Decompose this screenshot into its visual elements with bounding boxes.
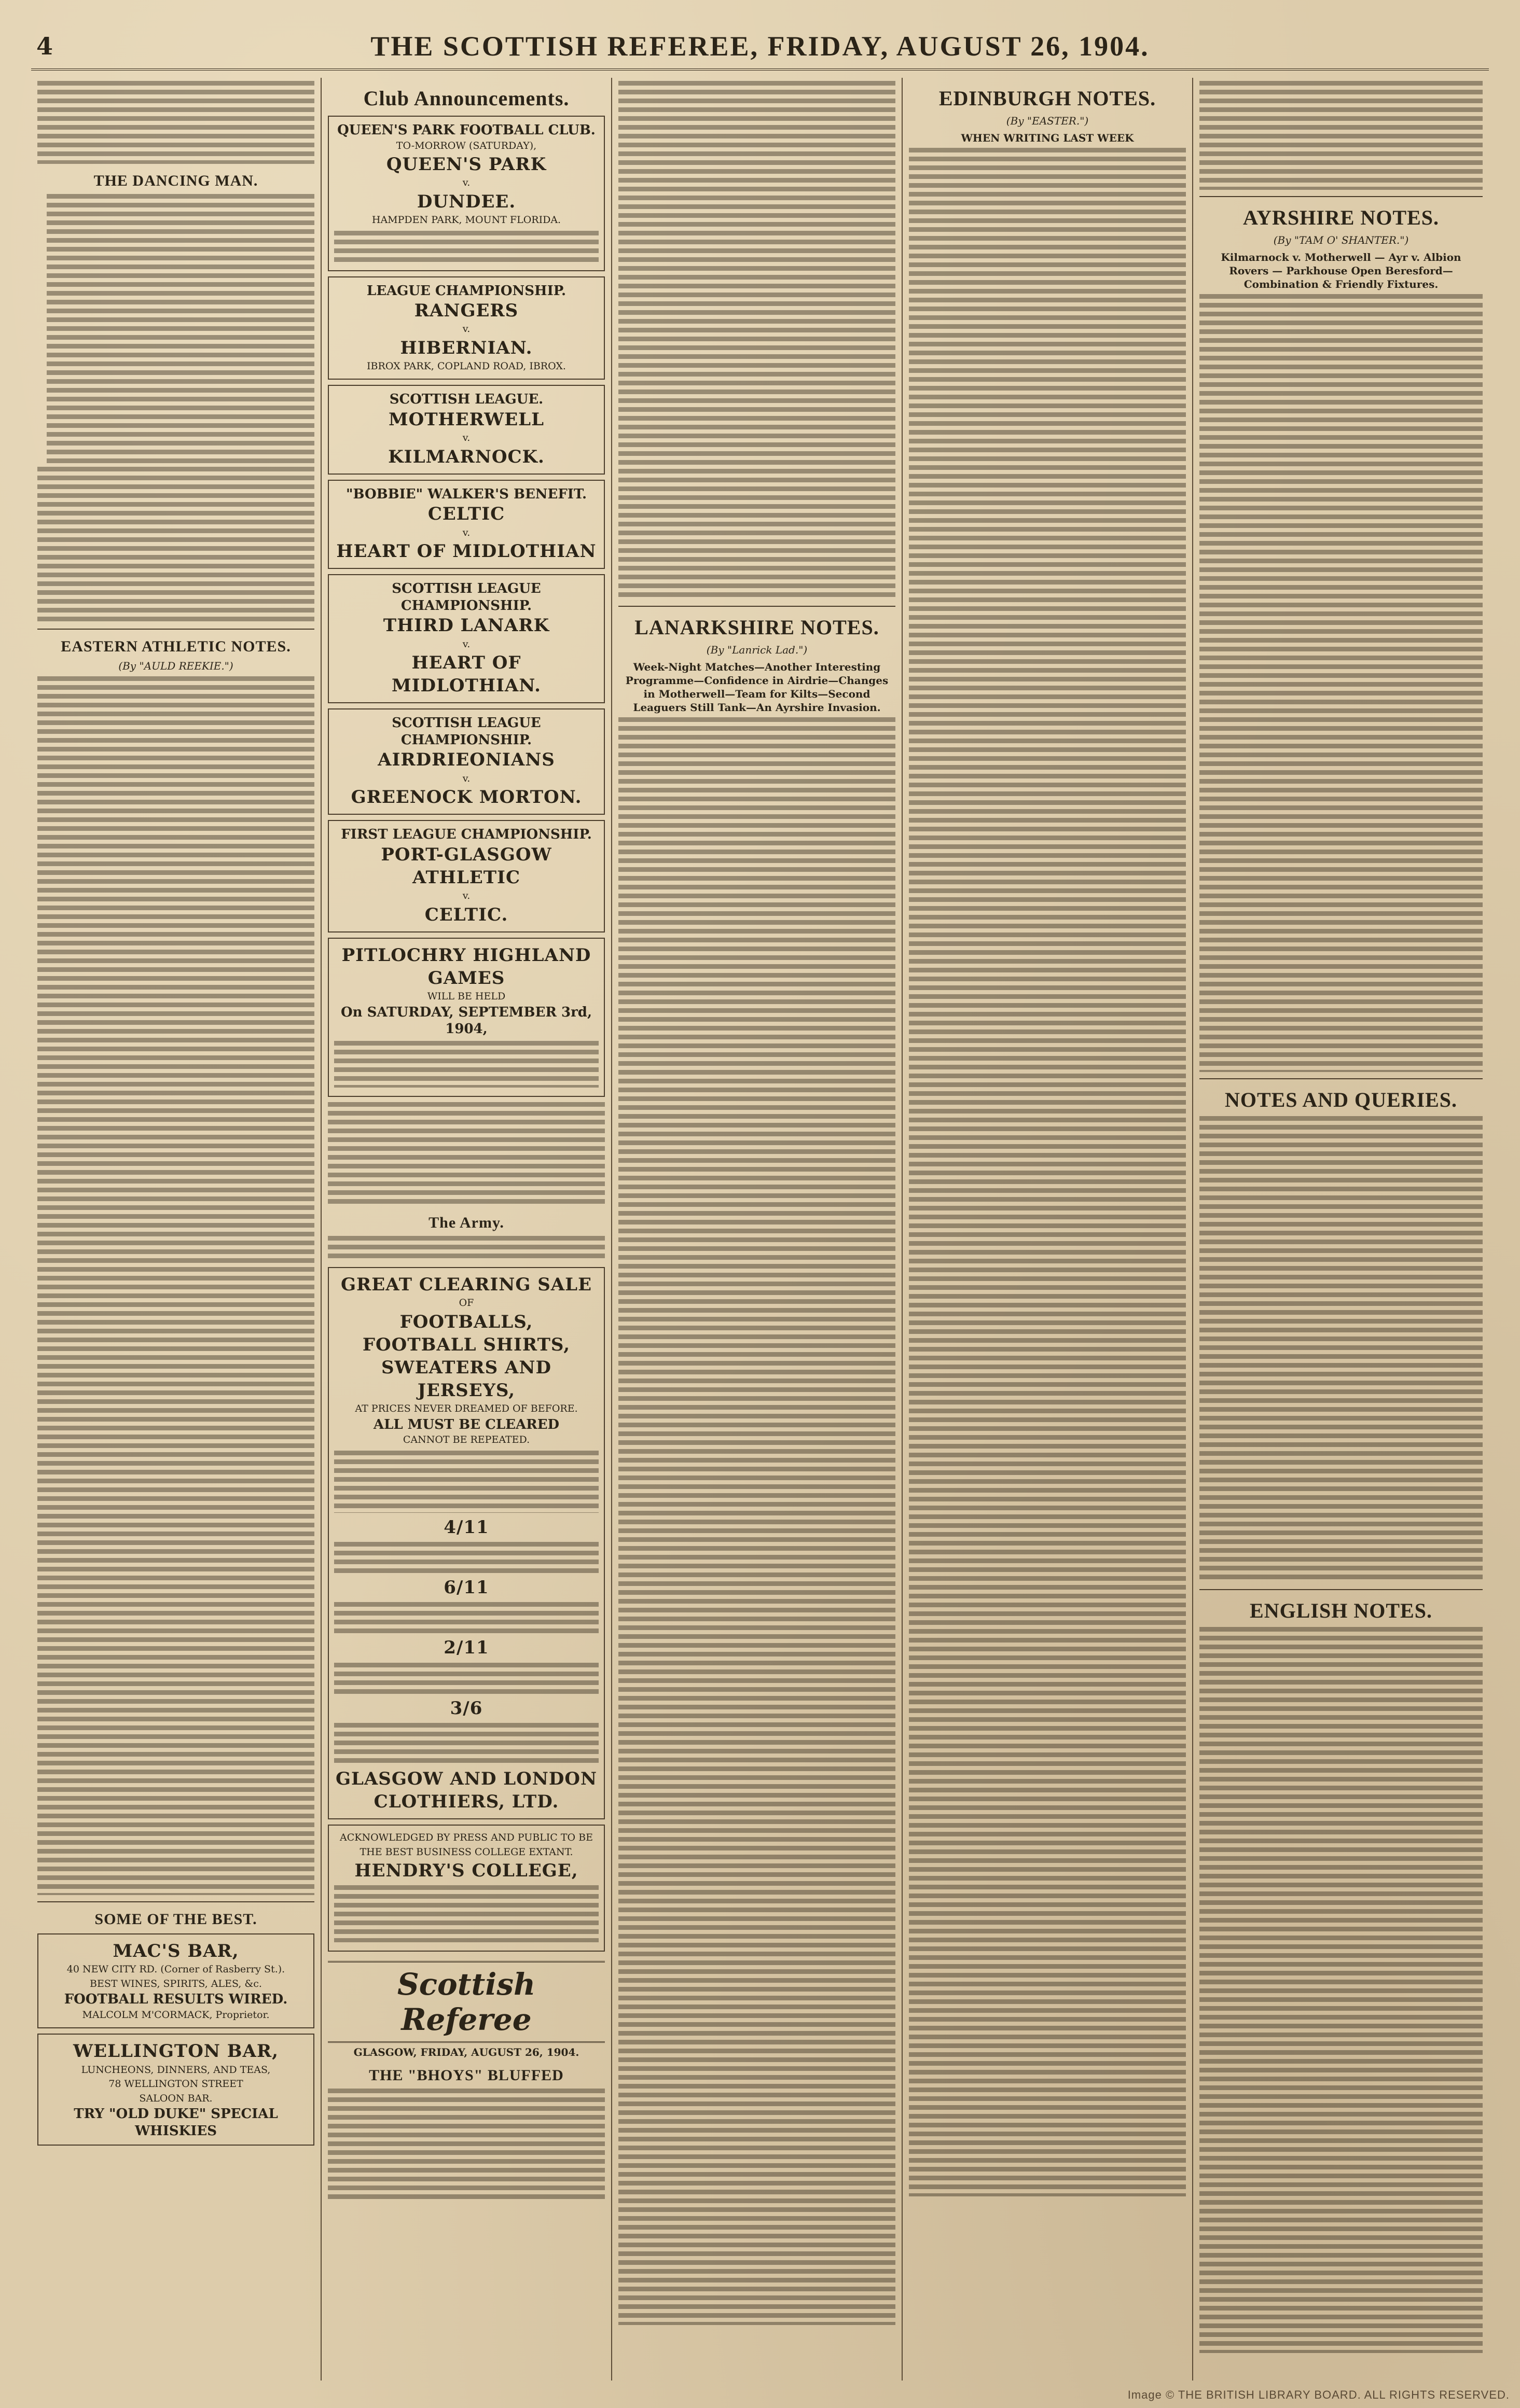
ad-title: LEAGUE CHAMPIONSHIP. xyxy=(366,283,566,299)
motherwell-ad xyxy=(328,385,605,474)
ad-team: CELTIC xyxy=(427,504,505,525)
ayrshire-subhead: Kilmarnock v. Motherwell — Ayr v. Albion Rovers — Parkhouse Open Beresford—Combination & Friendly Fixtures. xyxy=(1221,251,1461,290)
ad-line: ACKNOWLEDGED BY PRESS AND PUBLIC TO BE THE BEST BUSINESS COLLEGE EXTANT. xyxy=(340,1832,593,1858)
ad-title: PITLOCHRY HIGHLAND GAMES xyxy=(341,944,591,989)
price: 3/6 xyxy=(450,1697,483,1719)
ad-team: PORT-GLASGOW ATHLETIC xyxy=(381,844,552,888)
ad-versus: v. xyxy=(462,772,471,784)
airdrie-ad xyxy=(328,708,605,815)
ad-team: MOTHERWELL xyxy=(388,409,544,430)
macs-proprietor: MALCOLM M'CORMACK, Proprietor. xyxy=(82,2009,270,2021)
queens-park-ad xyxy=(328,116,605,271)
macs-bar-title: MAC'S BAR, xyxy=(113,1941,239,1961)
divider xyxy=(1199,1589,1483,1590)
ad-team: HEART OF MIDLOTHIAN. xyxy=(392,652,541,697)
edinburgh-continued xyxy=(1199,81,1483,190)
ad-line: CLOTHIERS, LTD. xyxy=(374,1791,559,1812)
editorial-text xyxy=(328,2089,605,2203)
lanarkshire-byline: (By "Lanrick Lad.") xyxy=(706,644,808,656)
dateline: GLASGOW, FRIDAY, AUGUST 26, 1904. xyxy=(353,2046,579,2059)
ayrshire-text xyxy=(1199,294,1483,1072)
ad-team: HIBERNIAN. xyxy=(400,337,533,358)
ayrshire-byline: (By "TAM O' SHANTER.") xyxy=(1273,234,1409,246)
ad-body xyxy=(334,231,599,262)
price: 2/11 xyxy=(444,1637,489,1659)
ad-title: SCOTTISH LEAGUE CHAMPIONSHIP. xyxy=(392,581,541,614)
club-announcements-heading: Club Announcements. xyxy=(363,87,570,110)
ad-team: QUEEN'S PARK xyxy=(386,154,547,175)
ad-line: CANNOT BE REPEATED. xyxy=(403,1434,530,1446)
ad-line: AT PRICES NEVER DREAMED OF BEFORE. xyxy=(355,1403,578,1415)
edinburgh-subhead: WHEN WRITING LAST WEEK xyxy=(961,132,1134,144)
price: 6/11 xyxy=(444,1577,489,1598)
ad-versus: v. xyxy=(462,638,471,650)
ad-line: On SATURDAY, SEPTEMBER 3rd, 1904, xyxy=(340,1004,592,1037)
ad-title: SCOTTISH LEAGUE. xyxy=(389,392,544,408)
english-notes-heading: ENGLISH NOTES. xyxy=(1250,1599,1432,1622)
ad-body xyxy=(334,1602,599,1633)
ad-line: FOOTBALLS, xyxy=(399,1311,533,1332)
column-1 xyxy=(31,78,322,2381)
ad-line: TO-MORROW (SATURDAY), xyxy=(396,140,537,151)
lanarkshire-text xyxy=(618,717,895,2325)
ad-team: THIRD LANARK xyxy=(383,615,550,636)
clearing-sale-ad xyxy=(328,1267,605,1819)
ad-body xyxy=(334,1663,599,1694)
divider xyxy=(37,629,314,630)
ad-body xyxy=(334,1885,599,1942)
divider xyxy=(1199,196,1483,197)
notes-queries-heading: NOTES AND QUERIES. xyxy=(1224,1088,1458,1111)
port-glasgow-ad xyxy=(328,820,605,932)
wellington-line: 78 WELLINGTON STREET xyxy=(108,2078,243,2090)
ad-title: QUEEN'S PARK FOOTBALL CLUB. xyxy=(337,122,596,138)
third-lanark-ad xyxy=(328,574,605,703)
copyright-notice: Image © THE BRITISH LIBRARY BOARD. ALL RIGHTS RESERVED. xyxy=(1127,2388,1510,2401)
columns xyxy=(31,78,1489,2381)
column-5 xyxy=(1193,78,1489,2381)
some-best-heading: SOME OF THE BEST. xyxy=(94,1911,257,1928)
ad-line: SWEATERS AND JERSEYS, xyxy=(381,1357,551,1401)
macs-address: 40 NEW CITY RD. (Corner of Rasberry St.). xyxy=(66,1964,285,1975)
ad-line: FOOTBALL SHIRTS, xyxy=(362,1334,571,1355)
rangers-ad xyxy=(328,276,605,380)
eastern-byline: (By "AULD REEKIE.") xyxy=(118,660,233,672)
army-heading: The Army. xyxy=(429,1214,504,1231)
ad-body xyxy=(334,1451,599,1513)
divider xyxy=(618,606,895,607)
ad-line: GLASGOW AND LONDON xyxy=(335,1768,598,1789)
divider xyxy=(37,1901,314,1902)
ad-body xyxy=(334,1723,599,1764)
poem-heading: THE DANCING MAN. xyxy=(93,172,258,189)
page-number: 4 xyxy=(36,32,53,60)
macs-line: BEST WINES, SPIRITS, ALES, &c. xyxy=(90,1978,262,1989)
scottish-referee-logo: Scottish Referee xyxy=(328,1961,605,2043)
ad-team: HEART OF MIDLOTHIAN xyxy=(336,541,597,562)
wellington-line: SALOON BAR. xyxy=(139,2092,213,2104)
page-title: THE SCOTTISH REFEREE, FRIDAY, AUGUST 26, 1904. xyxy=(370,31,1150,62)
ad-title: SCOTTISH LEAGUE CHAMPIONSHIP. xyxy=(392,715,541,748)
macs-bar-ad xyxy=(37,1933,314,2028)
ad-versus: v. xyxy=(462,432,471,444)
ad-title: "BOBBIE" WALKER'S BENEFIT. xyxy=(346,486,587,502)
eastern-heading: EASTERN ATHLETIC NOTES. xyxy=(61,638,291,655)
ad-body xyxy=(334,1041,599,1088)
ad-line: WILL BE HELD xyxy=(427,991,506,1003)
ad-body xyxy=(334,1542,599,1573)
ad-versus: v. xyxy=(462,526,471,538)
benefit-ad xyxy=(328,480,605,569)
poem-text xyxy=(47,194,314,464)
ad-team: KILMARNOCK. xyxy=(388,446,545,467)
ad-venue: IBROX PARK, COPLAND ROAD, IBROX. xyxy=(367,360,566,372)
editorial-text xyxy=(618,81,895,600)
wellington-line: LUNCHEONS, DINNERS, AND TEAS, xyxy=(81,2064,271,2076)
body-text xyxy=(37,81,314,164)
ad-versus: v. xyxy=(462,890,471,902)
divider xyxy=(1199,1078,1483,1079)
ad-venue: HAMPDEN PARK, MOUNT FLORIDA. xyxy=(371,214,561,226)
body-text xyxy=(37,467,314,622)
hendrys-college-ad xyxy=(328,1825,605,1952)
eastern-text xyxy=(37,676,314,1895)
edinburgh-text xyxy=(909,148,1186,2196)
english-notes-text xyxy=(1199,1627,1483,2353)
ad-title: HENDRY'S COLLEGE, xyxy=(354,1860,578,1882)
ad-team: DUNDEE. xyxy=(417,191,516,212)
ad-line: ALL MUST BE CLEARED xyxy=(373,1416,560,1432)
ad-title: GREAT CLEARING SALE xyxy=(341,1274,592,1295)
price: 4/11 xyxy=(444,1516,489,1538)
ad-versus: v. xyxy=(462,177,471,189)
wellington-title: WELLINGTON BAR, xyxy=(73,2041,279,2062)
column-2 xyxy=(322,78,612,2381)
bhoys-heading: THE "BHOYS" BLUFFED xyxy=(369,2067,564,2084)
ad-team: GREENOCK MORTON. xyxy=(351,787,582,808)
army-text xyxy=(328,1236,605,1262)
small-notices xyxy=(328,1102,605,1206)
ad-team: CELTIC. xyxy=(424,904,508,925)
edinburgh-heading: EDINBURGH NOTES. xyxy=(938,87,1156,110)
edinburgh-byline: (By "EASTER.") xyxy=(1006,115,1089,127)
pitlochry-ad xyxy=(328,938,605,1097)
ayrshire-heading: AYRSHIRE NOTES. xyxy=(1242,206,1440,229)
ad-title: FIRST LEAGUE CHAMPIONSHIP. xyxy=(341,827,592,843)
macs-line: FOOTBALL RESULTS WIRED. xyxy=(64,1992,288,2008)
notes-queries-text xyxy=(1199,1116,1483,1583)
lanarkshire-subhead: Week-Night Matches—Another Interesting Programme—Confidence in Airdrie—Changes in Motherwell—Team for Kilts—Second Leaguers Still Tank—An Ayrshire Invasion. xyxy=(625,661,889,714)
ad-versus: v. xyxy=(462,323,471,335)
ad-team: AIRDRIEONIANS xyxy=(378,749,555,771)
column-3 xyxy=(612,78,903,2381)
lanarkshire-heading: LANARKSHIRE NOTES. xyxy=(634,616,879,639)
wellington-bar-ad xyxy=(37,2034,314,2146)
masthead xyxy=(31,21,1489,71)
ad-team: RANGERS xyxy=(414,300,519,322)
column-4 xyxy=(903,78,1193,2381)
ad-line: OF xyxy=(459,1297,474,1309)
wellington-line: TRY "OLD DUKE" SPECIAL WHISKIES xyxy=(74,2106,278,2139)
